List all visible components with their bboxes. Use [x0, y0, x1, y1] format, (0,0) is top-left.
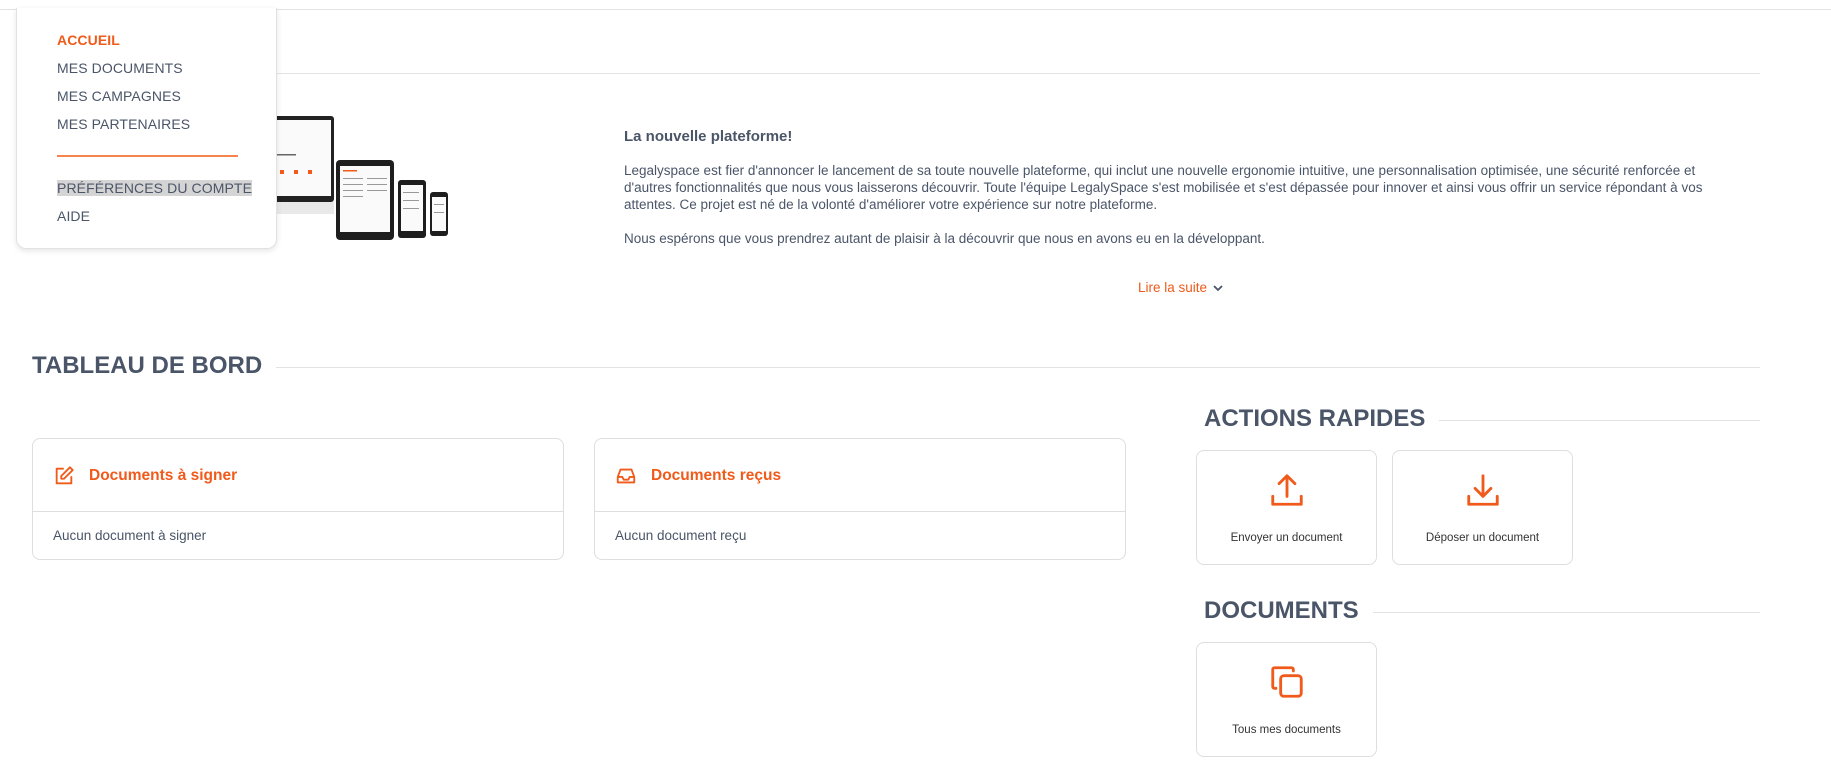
card-title: Documents reçus: [651, 467, 782, 484]
inbox-icon: [615, 465, 637, 487]
menu-item-mes-documents[interactable]: MES DOCUMENTS: [57, 60, 183, 76]
devices-illustration: [270, 112, 450, 242]
announcement-body: [624, 162, 1716, 264]
quick-actions-title: ACTIONS RAPIDES: [1204, 405, 1439, 433]
upload-icon: [1268, 471, 1306, 509]
card-empty-text: Aucun document reçu: [615, 528, 747, 543]
menu-item-aide[interactable]: AIDE: [57, 208, 91, 224]
menu-item-preferences[interactable]: PRÉFÉRENCES DU COMPTE: [57, 180, 253, 196]
read-more-label: Lire la suite: [1138, 280, 1208, 295]
announcement-paragraph: Legalyspace est fier d'annoncer le lancement de sa toute nouvelle plateforme, qui inclut une nouvelle ergonomie intuitive, une personnalisation optimisée, une sécurité renforcée et d'autres fonctionnalités que nous vous laisserons découvrir. Toute l'équipe LegalySpace s'est mobilisée et s'est dépassée pour innover et ainsi vous offrir un service répondant à vos attentes. Ce projet est né de la volonté d'améliorer votre expérience sur notre plateforme.: [624, 163, 1703, 212]
dashboard-title: TABLEAU DE BORD: [32, 352, 276, 380]
tile-label: Déposer un document: [1425, 532, 1540, 544]
send-document-tile[interactable]: [1196, 450, 1377, 565]
menu-divider: [57, 155, 238, 157]
tile-label: Tous mes documents: [1232, 724, 1341, 736]
documents-to-sign-card: [32, 438, 564, 560]
nav-dropdown-menu: [16, 8, 277, 249]
announcement-title: La nouvelle plateforme!: [624, 128, 793, 145]
download-icon: [1464, 471, 1502, 509]
menu-item-accueil[interactable]: ACCUEIL: [57, 32, 120, 48]
announcement-paragraph: Nous espérons que vous prendrez autant de plaisir à la découvrir que nous en avons eu en la développant.: [624, 231, 1265, 246]
card-empty-text: Aucun document à signer: [53, 528, 207, 543]
deposit-document-tile[interactable]: [1392, 450, 1573, 565]
card-header[interactable]: [595, 439, 1125, 512]
chevron-down-icon: [1213, 284, 1223, 292]
menu-item-mes-campagnes[interactable]: MES CAMPAGNES: [57, 88, 181, 104]
all-documents-tile[interactable]: [1196, 642, 1377, 757]
documents-received-card: [594, 438, 1126, 560]
header-divider: [276, 73, 1760, 74]
edit-icon: [53, 465, 75, 487]
dashboard-divider: [32, 367, 1760, 368]
card-header[interactable]: [33, 439, 563, 512]
read-more-link[interactable]: [1138, 280, 1223, 295]
documents-title: DOCUMENTS: [1204, 597, 1373, 625]
menu-item-mes-partenaires[interactable]: MES PARTENAIRES: [57, 116, 191, 132]
copy-icon: [1268, 663, 1306, 701]
card-title: Documents à signer: [89, 467, 238, 484]
tile-label: Envoyer un document: [1230, 532, 1343, 544]
